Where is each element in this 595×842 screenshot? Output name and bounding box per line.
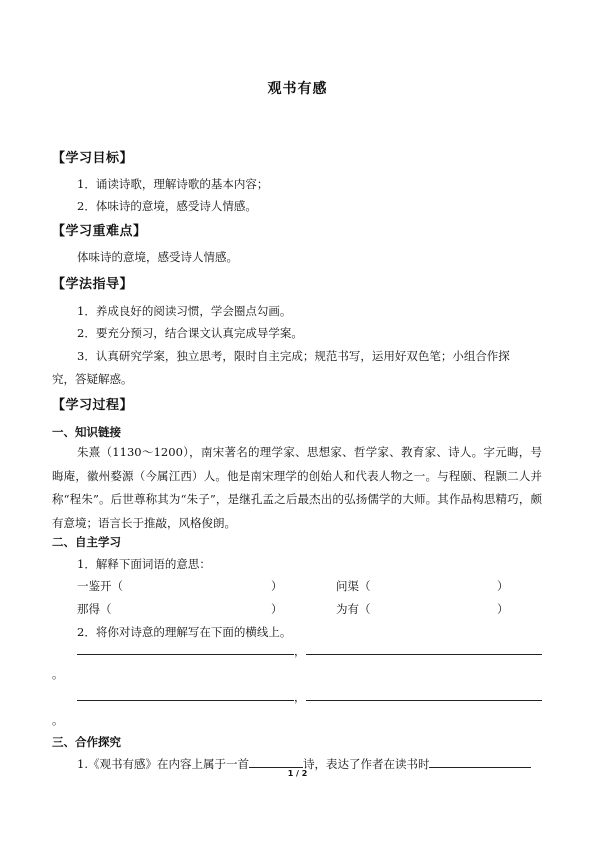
answer-line[interactable]	[306, 700, 542, 701]
section-heading-process: 【学习过程】	[52, 398, 134, 413]
page-number: 1 / 2	[287, 769, 308, 778]
key-points-text: 体味诗的意境，感受诗人情感。	[77, 250, 238, 264]
method-item: 2．要充分预习，结合课文认真完成导学案。	[77, 326, 303, 340]
fill-blank[interactable]	[249, 756, 303, 768]
answer-line[interactable]	[77, 700, 294, 701]
comma-mark: ，	[294, 690, 306, 704]
page-title: 观书有感	[267, 81, 328, 97]
cooperative-question-1: 1.《观书有感》在内容上属于一首 诗，表达了作者在读书时	[77, 756, 531, 772]
method-item: 3．认真研究学案，独立思考，限时自主完成；规范书写，运用好双色笔；小组合作探	[77, 349, 510, 363]
comma-mark: ，	[294, 644, 306, 658]
goal-item: 1．诵读诗歌，理解诗歌的基本内容；	[77, 177, 269, 191]
goal-item: 2．体味诗的意境，感受诗人情感。	[77, 199, 257, 213]
vocab-close: ）	[271, 602, 283, 616]
question-1: 1．解释下面词语的意思：	[77, 557, 211, 571]
vocab-item: 那得（	[77, 602, 112, 616]
period-mark: 。	[52, 667, 64, 681]
knowledge-paragraph: 朱熹（1130～1200），南宋著名的理学家、思想家、哲学家、教育家、诗人。字元晦，号晦庵，徽州婺源（今属江西）人。他是南宋理学的创始人和代表人物之一。与程颐、程颢二人并称“程朱”。后世尊称其为“朱子”，是继孔孟之后最杰出的弘扬儒学的大师。其作品构思精巧，颇有意境；语言长于推敲，风格俊朗。	[52, 445, 542, 530]
method-item: 1．养成良好的阅读习惯，学会圈点勾画。	[77, 304, 292, 318]
vocab-close: ）	[497, 602, 509, 616]
fill-blank[interactable]	[429, 756, 531, 768]
answer-line[interactable]	[306, 654, 542, 655]
period-mark: 。	[52, 713, 64, 727]
vocab-item: 一鉴开（	[77, 579, 123, 593]
vocab-item: 为有（	[336, 602, 371, 616]
subsection-heading-knowledge: 一、知识链接	[52, 425, 121, 439]
answer-line[interactable]	[77, 654, 294, 655]
section-heading-key-points: 【学习重难点】	[52, 224, 147, 239]
vocab-item: 问渠（	[336, 579, 371, 593]
vocab-close: ）	[271, 579, 283, 593]
question-2: 2．将你对诗意的理解写在下面的横线上。	[77, 625, 292, 639]
section-heading-method: 【学法指导】	[52, 277, 134, 292]
subsection-heading-self-study: 二、自主学习	[52, 535, 121, 549]
vocab-close: ）	[497, 579, 509, 593]
subsection-heading-cooperative: 三、合作探究	[52, 735, 121, 749]
method-item: 究，答疑解惑。	[52, 372, 133, 386]
section-heading-goals: 【学习目标】	[52, 151, 134, 166]
